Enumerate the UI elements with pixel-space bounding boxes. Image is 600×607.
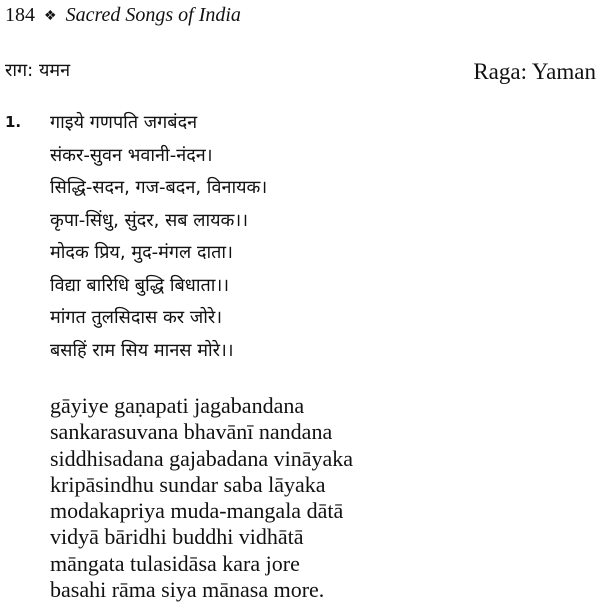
raga-hindi: राग: यमन bbox=[5, 60, 71, 81]
hindi-line: सिद्धि-सदन, गज-बदन, विनायक। bbox=[50, 177, 268, 198]
transliteration-line: modakapriya muda-mangala dātā bbox=[50, 498, 344, 524]
transliteration-verse bbox=[50, 393, 353, 603]
song-number: 1. bbox=[5, 113, 22, 131]
hindi-line: विद्या बारिधि बुद्धि बिधाता।। bbox=[50, 274, 230, 296]
transliteration-line: kripāsindhu sundar saba lāyaka bbox=[50, 471, 326, 497]
hindi-line: मोदक प्रिय, मुद-मंगल दाता। bbox=[50, 242, 233, 263]
book-title: Sacred Songs of India bbox=[65, 4, 241, 26]
transliteration-line: gāyiye gaṇapati jagabandana bbox=[50, 393, 305, 418]
hindi-line: मांगत तुलसिदास कर जोरे। bbox=[50, 307, 223, 328]
diamond-separator-icon: ❖ bbox=[44, 9, 57, 24]
hindi-line: संकर-सुवन भवानी-नंदन। bbox=[50, 144, 213, 166]
hindi-verse bbox=[50, 108, 267, 368]
hindi-line: गाइये गणपति जगबंदन bbox=[50, 112, 198, 133]
transliteration-line: siddhisadana gajabadana vināyaka bbox=[50, 445, 353, 471]
hindi-line: कृपा-सिंधु, सुंदर, सब लायक।। bbox=[50, 209, 249, 231]
running-header bbox=[5, 3, 241, 29]
transliteration-line: māngata tulasidāsa kara jore bbox=[50, 550, 300, 576]
hindi-line: बसहिं राम सिय मानस मोरे।। bbox=[50, 339, 234, 361]
transliteration-line: basahi rāma siya mānasa more. bbox=[50, 577, 325, 603]
transliteration-line: vidyā bāridhi buddhi vidhātā bbox=[50, 524, 304, 550]
page-number: 184 bbox=[5, 4, 35, 26]
transliteration-line: sankarasuvana bhavānī nandana bbox=[50, 419, 333, 445]
raga-english: Raga: Yaman bbox=[473, 59, 596, 84]
